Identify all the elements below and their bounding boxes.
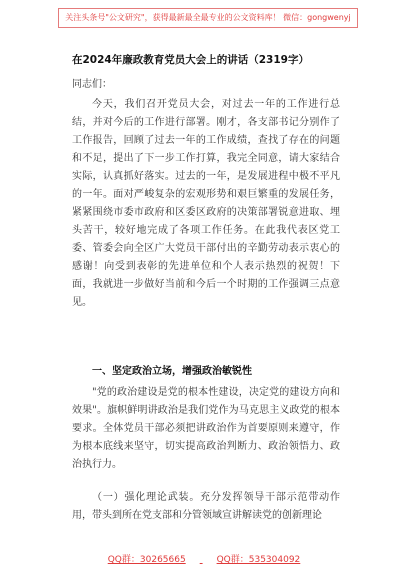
- document-title: 在2024年廉政教育党员大会上的讲话（2319字）: [72, 54, 309, 66]
- paragraph-opening: 今天，我们召开党员大会，对过去一年的工作进行总结，并对今后的工作进行部署。刚才，各支部书记分别作了工作报告，回顾了过去一年的工作成绩，查找了存在的问题和不足，提出了下一步工作打算，我完全同意，请大家结合实际，认真抓好落实。过去的一年，是发展进程中极不平凡的一年。面对严峻复杂的宏观形势和艰巨繁重的发展任务，紧紧围绕市委市政府和区委区政府的决策部署锐意进取、埋头苦干，较好地完成了各项工作任务。在此我代表区党工委、管委会向全区广大党员干部付出的辛勤劳动表示衷心的感谢！向受到表彰的先进单位和个人表示热烈的祝贺！下面，我就进一步做好当前和今后一个时期的工作强调三点意见。: [72, 99, 340, 308]
- qq-group-1: QQ群：30265665: [107, 555, 186, 565]
- section-heading-1: 一、坚定政治立场，增强政治敏锐性: [92, 366, 252, 377]
- salutation: 同志们：: [72, 79, 112, 90]
- paragraph-theory-arming: （一）强化理论武装。充分发挥领导干部示范带动作用，带头到所在党支部和分管领域宣讲解读党的创新理论: [72, 492, 340, 521]
- paragraph-political-building: "党的政治建设是党的根本性建设，决定党的建设方向和效果"。旗帜鲜明讲政治是我们党作为马克思主义政党的根本要求。全体党员干部必须把讲政治作为首要原则来遵守，作为根本底线来坚守，切实提高政治判断力、政治领悟力、政治执行力。: [72, 387, 340, 470]
- top-banner: 关注头条号"公文研究"，获得最新最全最专业的公文资料库！ 微信：gongwenyj: [58, 8, 358, 28]
- qq-group-2: QQ群：535304092: [216, 555, 301, 565]
- footer-qq-groups: [0, 552, 408, 565]
